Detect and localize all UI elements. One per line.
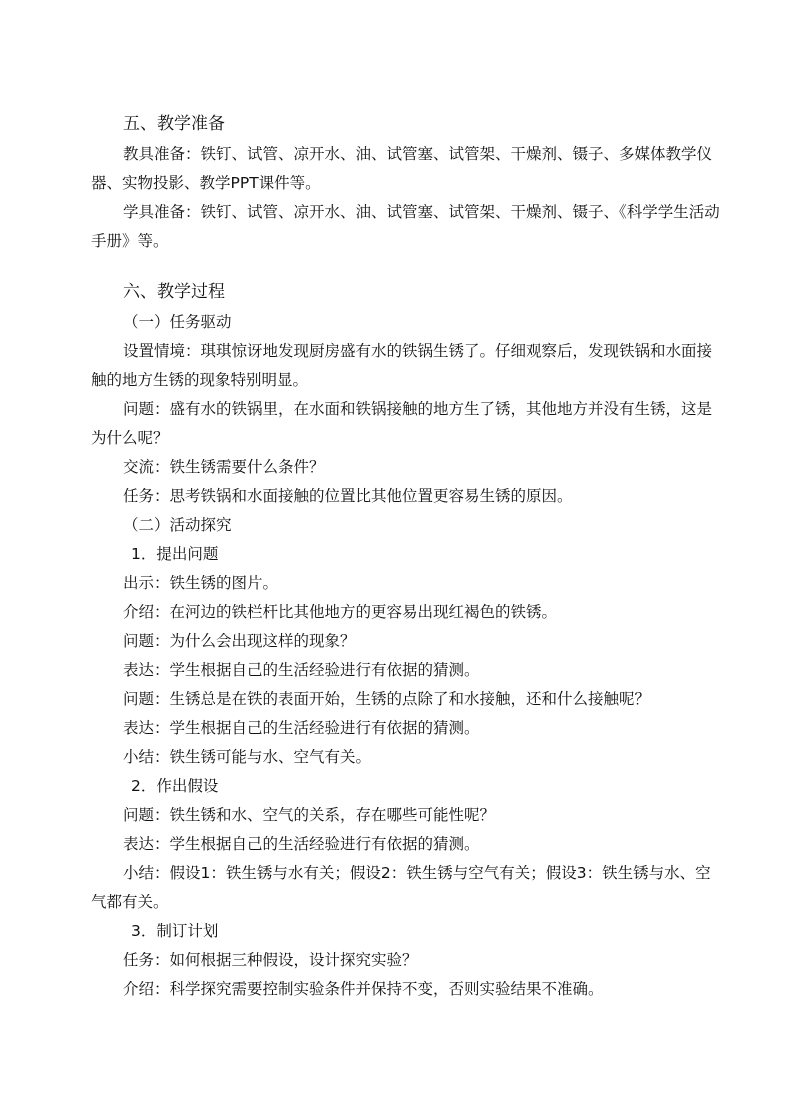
paragraph-student-materials: 学具准备：铁钉、试管、凉开水、油、试管塞、试管架、干燥剂、镊子、《科学学生活动手册》等。 [91, 203, 720, 250]
step-make-hypothesis: 2．作出假设 [131, 777, 219, 795]
paragraph-question-3: 问题：生锈总是在铁的表面开始，生锈的点除了和水接触，还和什么接触呢？ [123, 690, 651, 708]
paragraph-introduce-2: 介绍：科学探究需要控制实验条件并保持不变，否则实验结果不准确。 [123, 980, 604, 998]
paragraph-task-1: 任务：思考铁锅和水面接触的位置比其他位置更容易生锈的原因。 [123, 487, 573, 505]
paragraph-show: 出示：铁生锈的图片。 [123, 574, 279, 592]
paragraph-question-4: 问题：铁生锈和水、空气的关系，存在哪些可能性呢？ [123, 806, 496, 824]
step-make-plan: 3．制订计划 [131, 922, 219, 940]
subheading-task-driven: （一）任务驱动 [123, 313, 232, 331]
paragraph-scenario: 设置情境：琪琪惊讶地发现厨房盛有水的铁锅生锈了。仔细观察后，发现铁锅和水面接触的地方生锈的现象特别明显。 [91, 342, 713, 389]
document-body [91, 108, 721, 1004]
paragraph-question-2: 问题：为什么会出现这样的现象？ [123, 632, 356, 650]
paragraph-summary-1: 小结：铁生锈可能与水、空气有关。 [123, 748, 372, 766]
paragraph-question-1: 问题：盛有水的铁锅里，在水面和铁锅接触的地方生了锈，其他地方并没有生锈，这是为什么呢？ [91, 400, 713, 447]
paragraph-discussion: 交流：铁生锈需要什么条件？ [123, 458, 325, 476]
paragraph-express-3: 表达：学生根据自己的生活经验进行有依据的猜测。 [123, 835, 480, 853]
section-heading-process: 六、教学过程 [123, 282, 225, 302]
section-heading-preparation: 五、教学准备 [123, 114, 225, 134]
subheading-activity-inquiry: （二）活动探究 [123, 516, 232, 534]
paragraph-express-1: 表达：学生根据自己的生活经验进行有依据的猜测。 [123, 661, 480, 679]
paragraph-express-2: 表达：学生根据自己的生活经验进行有依据的猜测。 [123, 719, 480, 737]
step-raise-question: 1．提出问题 [131, 545, 219, 563]
paragraph-task-2: 任务：如何根据三种假设，设计探究实验？ [123, 951, 418, 969]
paragraph-summary-2: 小结：假设1：铁生锈与水有关；假设2：铁生锈与空气有关；假设3：铁生锈与水、空气都有关。 [91, 864, 711, 911]
paragraph-teaching-materials: 教具准备：铁钉、试管、凉开水、油、试管塞、试管架、干燥剂、镊子、多媒体教学仪器、实物投影、教学PPT课件等。 [91, 145, 713, 192]
paragraph-introduce-1: 介绍：在河边的铁栏杆比其他地方的更容易出现红褐色的铁锈。 [123, 603, 558, 621]
